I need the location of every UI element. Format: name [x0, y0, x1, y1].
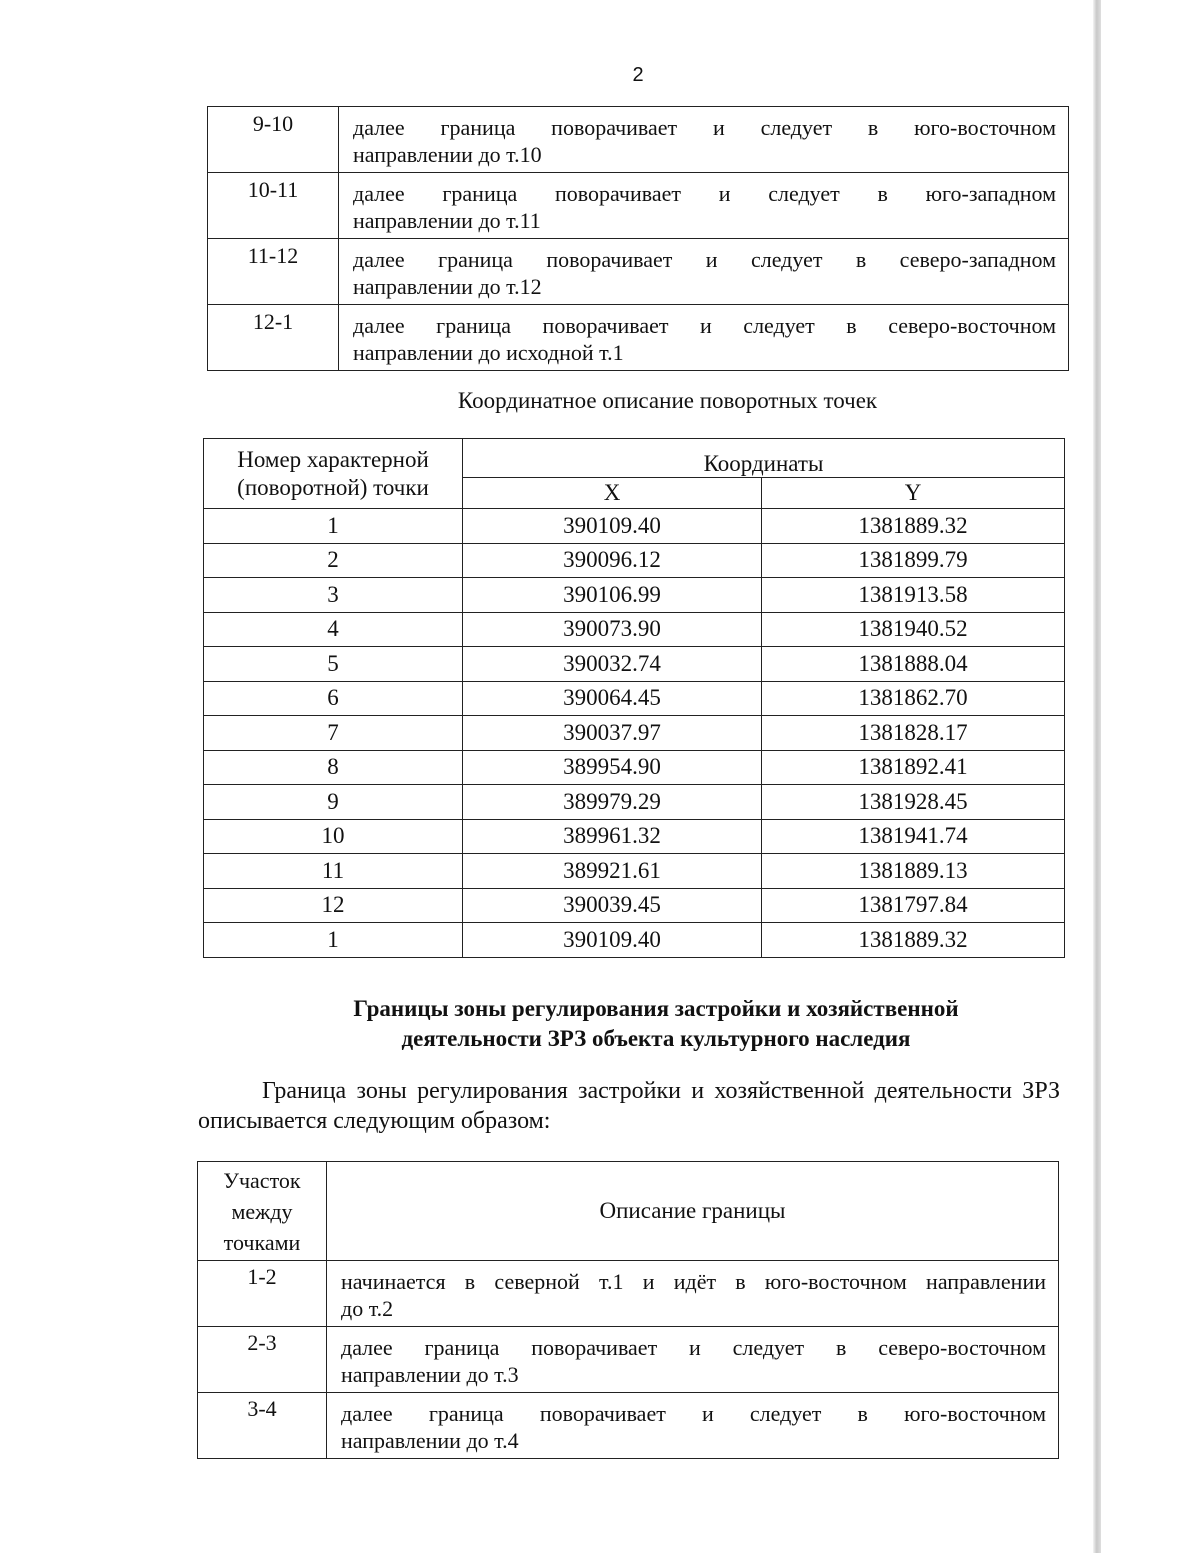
y-cell: 1381862.70: [762, 681, 1065, 716]
y-cell: 1381888.04: [762, 647, 1065, 682]
table-row: [208, 239, 1069, 305]
x-cell: 390096.12: [463, 543, 762, 578]
table-row: [204, 785, 1065, 820]
section-heading: Границы зоны регулирования застройки и хозяйственной деятельности ЗРЗ объекта культурного наследия: [353, 996, 959, 1051]
point-cell: 8: [204, 750, 463, 785]
point-cell: 4: [204, 612, 463, 647]
segment-cell: 12-1: [208, 305, 339, 371]
x-cell: 390109.40: [463, 509, 762, 544]
table-row: [204, 888, 1065, 923]
point-cell: 3: [204, 578, 463, 613]
y-cell: 1381889.13: [762, 854, 1065, 889]
segment-cell: 11-12: [208, 239, 339, 305]
point-cell: 9: [204, 785, 463, 820]
y-cell: 1381889.32: [762, 509, 1065, 544]
table-row: [204, 681, 1065, 716]
point-cell: 12: [204, 888, 463, 923]
y-cell: 1381797.84: [762, 888, 1065, 923]
description-cell: далее граница поворачивает и следует в юго-западном направлении до т.11: [339, 173, 1069, 239]
table-row: [204, 509, 1065, 544]
y-header: Y: [762, 478, 1065, 509]
point-number-header: Номер характерной (поворотной) точки: [204, 439, 463, 509]
y-cell: 1381828.17: [762, 716, 1065, 751]
boundary-table-continued: [207, 106, 1069, 371]
segment-cell: 9-10: [208, 107, 339, 173]
description-cell: далее граница поворачивает и следует в юго-восточном направлении до т.10: [339, 107, 1069, 173]
intro-paragraph: Граница зоны регулирования застройки и хозяйственной деятельности ЗРЗ описывается следующим образом:: [198, 1078, 1060, 1134]
x-cell: 390064.45: [463, 681, 762, 716]
table-row: [204, 854, 1065, 889]
description-cell: далее граница поворачивает и следует в северо-восточном направлении до исходной т.1: [339, 305, 1069, 371]
description-cell: далее граница поворачивает и следует в северо-восточном направлении до т.3: [327, 1327, 1059, 1393]
table-row: [204, 819, 1065, 854]
segment-header: Участок между точками: [198, 1162, 327, 1261]
point-cell: 1: [204, 923, 463, 958]
point-cell: 1: [204, 509, 463, 544]
y-cell: 1381940.52: [762, 612, 1065, 647]
point-cell: 6: [204, 681, 463, 716]
y-cell: 1381928.45: [762, 785, 1065, 820]
coordinates-title: Координатное описание поворотных точек: [457, 388, 878, 413]
x-cell: 389961.32: [463, 819, 762, 854]
table-header-row: [198, 1162, 1059, 1261]
segment-cell: 3-4: [198, 1393, 327, 1459]
table-row: [198, 1327, 1059, 1393]
x-cell: 390106.99: [463, 578, 762, 613]
coordinates-header: Координаты: [463, 439, 1065, 478]
point-cell: 10: [204, 819, 463, 854]
table-row: [208, 305, 1069, 371]
x-cell: 389921.61: [463, 854, 762, 889]
page-number: 2: [632, 64, 644, 86]
coordinates-table: [203, 438, 1065, 958]
point-cell: 11: [204, 854, 463, 889]
description-header: Описание границы: [327, 1162, 1059, 1261]
point-cell: 5: [204, 647, 463, 682]
point-cell: 7: [204, 716, 463, 751]
description-cell: далее граница поворачивает и следует в северо-западном направлении до т.12: [339, 239, 1069, 305]
table-row: [204, 578, 1065, 613]
point-cell: 2: [204, 543, 463, 578]
y-cell: 1381899.79: [762, 543, 1065, 578]
table-row: [208, 173, 1069, 239]
description-cell: далее граница поворачивает и следует в юго-восточном направлении до т.4: [327, 1393, 1059, 1459]
x-cell: 390039.45: [463, 888, 762, 923]
y-cell: 1381889.32: [762, 923, 1065, 958]
table-row: [204, 647, 1065, 682]
y-cell: 1381941.74: [762, 819, 1065, 854]
segment-cell: 2-3: [198, 1327, 327, 1393]
table-row: [208, 107, 1069, 173]
table-row: [204, 716, 1065, 751]
table-row: [198, 1261, 1059, 1327]
page-edge-shadow: [1093, 0, 1101, 1553]
x-cell: 390037.97: [463, 716, 762, 751]
zrz-boundary-table: [197, 1161, 1059, 1459]
x-cell: 389954.90: [463, 750, 762, 785]
table-row: [204, 543, 1065, 578]
table-header-row: [204, 439, 1065, 478]
x-cell: 390032.74: [463, 647, 762, 682]
table-row: [204, 923, 1065, 958]
x-cell: 389979.29: [463, 785, 762, 820]
table-row: [198, 1393, 1059, 1459]
segment-cell: 10-11: [208, 173, 339, 239]
x-header: X: [463, 478, 762, 509]
x-cell: 390073.90: [463, 612, 762, 647]
y-cell: 1381913.58: [762, 578, 1065, 613]
table-row: [204, 612, 1065, 647]
segment-cell: 1-2: [198, 1261, 327, 1327]
y-cell: 1381892.41: [762, 750, 1065, 785]
description-cell: начинается в северной т.1 и идёт в юго-восточном направлении до т.2: [327, 1261, 1059, 1327]
x-cell: 390109.40: [463, 923, 762, 958]
table-row: [204, 750, 1065, 785]
